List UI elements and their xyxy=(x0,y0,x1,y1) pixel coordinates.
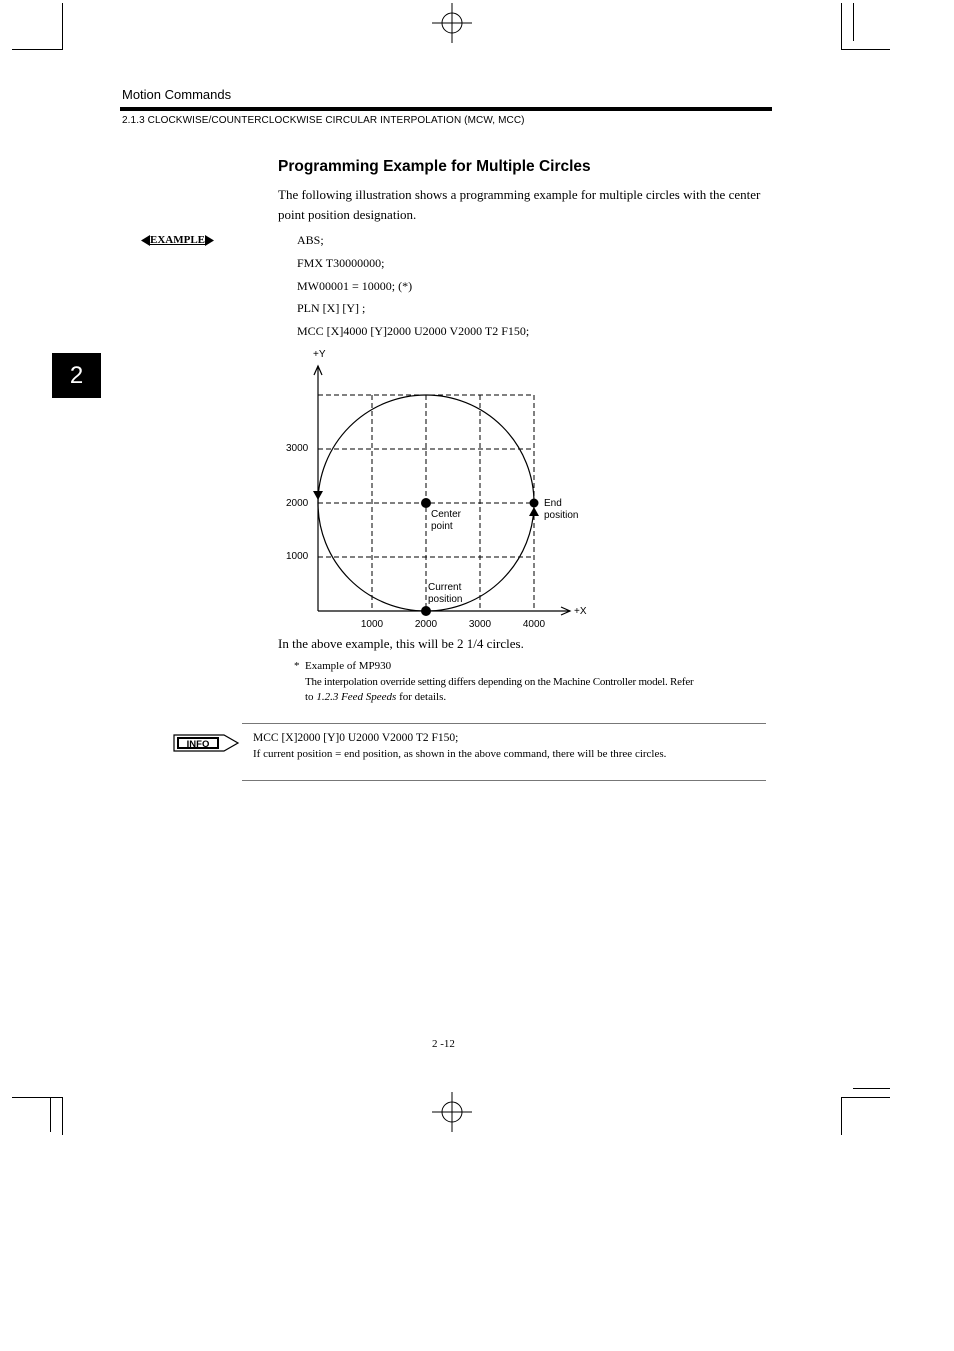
code-line: MW00001 = 10000; (*) xyxy=(297,279,413,293)
end-position-marker xyxy=(530,499,539,508)
footnote-line xyxy=(305,691,446,703)
center-point-marker xyxy=(421,498,431,508)
registration-mark-top xyxy=(432,3,472,43)
example-label: EXAMPLE xyxy=(150,234,205,246)
section-subtitle: 2.1.3 CLOCKWISE/COUNTERCLOCKWISE CIRCULAR INTERPOLATION (MCW, MCC) xyxy=(122,115,525,126)
direction-arrow-down-icon xyxy=(313,491,323,500)
page-number: 2 -12 xyxy=(432,1038,455,1050)
code-line: MCC [X]4000 [Y]2000 U2000 V2000 T2 F150; xyxy=(297,324,530,338)
info-badge-label: INFO xyxy=(186,739,210,750)
current-position-label: position xyxy=(428,594,463,605)
y-tick-label: 1000 xyxy=(286,551,309,562)
current-position-marker xyxy=(421,606,431,616)
center-point-label: Center xyxy=(431,509,462,520)
header-rule xyxy=(120,107,772,111)
end-position-label: End xyxy=(544,498,562,509)
intro-paragraph: The following illustration shows a programming example for multiple circles with the center point position designation. xyxy=(278,187,761,222)
chapter-tab: 2 xyxy=(52,353,101,398)
result-text: In the above example, this will be 2 1/4 circles. xyxy=(278,636,524,651)
center-point-label: point xyxy=(431,521,453,532)
info-badge-icon xyxy=(172,732,242,754)
example-tag xyxy=(141,234,214,246)
code-line: PLN [X] [Y] ; xyxy=(297,301,366,315)
x-tick-label: 2000 xyxy=(414,619,438,630)
code-line: FMX T30000000; xyxy=(297,256,385,270)
feed-speeds-reference: 1.2.3 Feed Speeds xyxy=(316,691,397,703)
footnote-text: for details. xyxy=(396,691,447,703)
footnote-title: Example of MP930 xyxy=(305,660,392,672)
y-axis-label: +Y xyxy=(313,349,326,360)
info-text: If current position = end position, as shown in the above command, there will be three circles. xyxy=(253,748,667,760)
registration-mark-bottom xyxy=(432,1092,472,1132)
section-heading: Programming Example for Multiple Circles xyxy=(278,158,591,175)
info-command: MCC [X]2000 [Y]0 U2000 V2000 T2 F150; xyxy=(253,732,459,744)
y-tick-label: 2000 xyxy=(286,498,309,509)
current-position-label: Current xyxy=(428,582,462,593)
footnote-mark: * xyxy=(294,660,300,672)
y-tick-label: 3000 xyxy=(286,443,309,454)
footnote-text: to xyxy=(305,691,317,703)
circle-diagram xyxy=(270,340,610,635)
right-triangle-icon xyxy=(205,235,214,246)
x-tick-label: 3000 xyxy=(468,619,492,630)
running-title: Motion Commands xyxy=(122,87,232,102)
footnote-line: The interpolation override setting differs depending on the Machine Controller model. Refer xyxy=(305,676,694,688)
x-axis-label: +X xyxy=(574,606,587,617)
x-tick-label: 1000 xyxy=(360,619,384,630)
code-line: ABS; xyxy=(297,233,324,247)
left-triangle-icon xyxy=(141,235,150,246)
end-position-label: position xyxy=(544,510,579,521)
direction-arrow-up-icon xyxy=(529,507,539,516)
x-tick-label: 4000 xyxy=(522,619,546,630)
